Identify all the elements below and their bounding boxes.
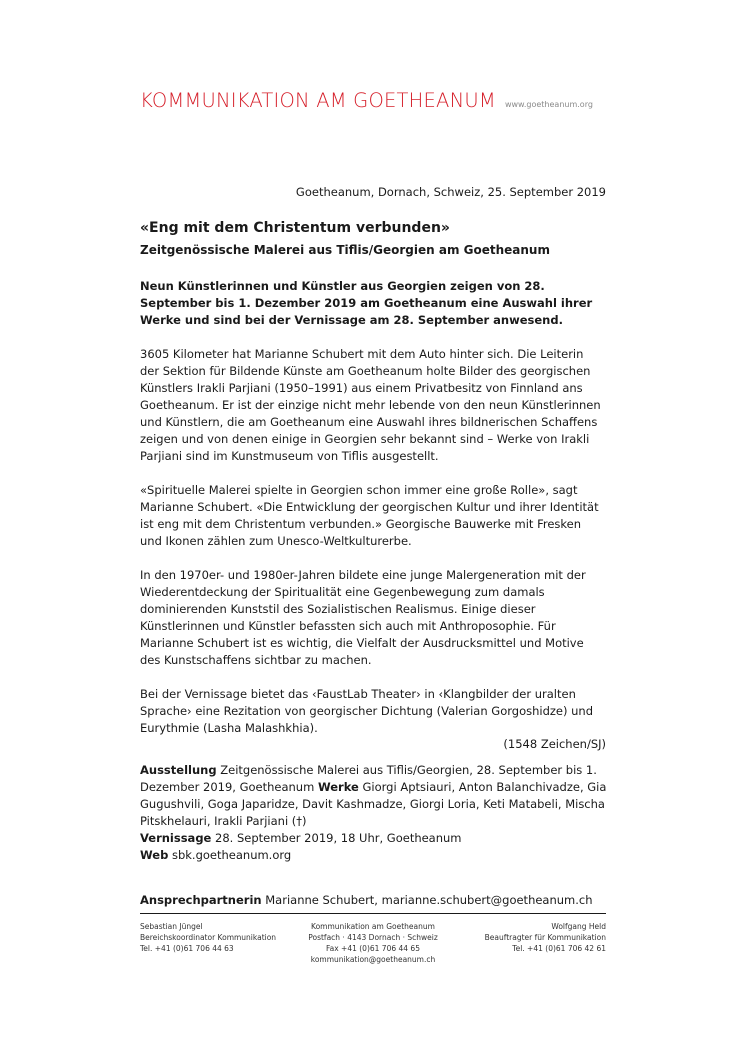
footer-divider xyxy=(140,913,606,914)
lead-paragraph: Neun Künstlerinnen und Künstler aus Georgien zeigen von 28. September bis 1. Dezember 2019 am Goetheanum eine Auswahl ihrer Werke und sind bei der Vernissage am 28. September anwesend. xyxy=(140,279,593,327)
footer-middle xyxy=(283,921,463,965)
headline: «Eng mit dem Christentum verbunden» xyxy=(140,220,450,236)
subheadline: Zeitgenössische Malerei aus Tiflis/Georgien am Goetheanum xyxy=(140,243,550,257)
body-paragraph-1: 3605 Kilometer hat Marianne Schubert mit dem Auto hinter sich. Die Leiterin der Sektion für Bildende Künste am Goetheanum holte Bilder des georgischen Künstlers Irakli Parjiani (1950–1991) aus einem Privatbesitz von Finnland ans Goetheanum. Er ist der einzige nicht mehr lebende von den neun Künstlerinnen und Künstlern, die am Goetheanum eine Auswahl ihres bildnerischen Schaffens zeigen und von denen einige in Georgien sehr bekannt sind – Werke von Irakli Parjiani sind im Kunstmuseum von Tiflis ausgestellt. xyxy=(140,347,601,463)
footer-mid-address: Postfach · 4143 Dornach · Schweiz xyxy=(308,933,438,942)
exhibition-label: Ausstellung xyxy=(140,763,217,777)
body-paragraph-3: In den 1970er- und 1980er-Jahren bildete eine junge Malergeneration mit der Wiederentdeckung der Spiritualität eine Gegenbewegung zum damals dominierenden Kunststil des Sozialistischen Realismus. Einige dieser Künstlerinnen und Künstler befassten sich auch mit Anthroposophie. Für Marianne Schubert ist es wichtig, die Vielfalt der Ausdrucksmittel und Motive des Kunstschaffens sichtbar zu machen. xyxy=(140,568,586,667)
brand-name: KOMMUNIKATION AM GOETHEANUM xyxy=(140,89,496,112)
footer-mid-fax: Fax +41 (0)61 706 44 65 xyxy=(326,944,420,953)
contact-label: Ansprechpartnerin xyxy=(140,893,262,907)
footer-right-role: Beauftragter für Kommunikation xyxy=(484,933,606,942)
web-label: Web xyxy=(140,848,169,862)
footer-left-role: Bereichskoordinator Kommunikation xyxy=(140,933,277,942)
works-label: Werke xyxy=(317,780,359,794)
web-link[interactable]: sbk.goetheanum.org xyxy=(171,848,292,862)
footer-mid-email[interactable]: kommunikation@goetheanum.ch xyxy=(310,955,436,964)
website-link[interactable]: www.goetheanum.org xyxy=(504,100,593,109)
vernissage-text: 28. September 2019, 18 Uhr, Goetheanum xyxy=(215,831,462,845)
exhibition-text: Zeitgenössische Malerei aus Tiflis/Georgien, 28. September bis 1. Dezember 2019, Goetheanum xyxy=(140,763,597,794)
letterhead xyxy=(140,89,593,112)
footer-right xyxy=(485,921,606,954)
contact-person xyxy=(140,893,593,907)
vernissage-label: Vernissage xyxy=(140,831,212,845)
footer-left-phone: Tel. +41 (0)61 706 44 63 xyxy=(140,944,234,953)
footer-right-phone: Tel. +41 (0)61 706 42 61 xyxy=(512,944,606,953)
footer-left-name: Sebastian Jüngel xyxy=(140,922,203,931)
vernissage-line xyxy=(140,830,610,847)
body-paragraph-4: Bei der Vernissage bietet das ‹FaustLab Theater› in ‹Klangbilder der uralten Sprache› eine Rezitation von georgischer Dichtung (Valerian Gorgoshidze) und Eurythmie (Lasha Malashkhia). xyxy=(140,687,594,735)
works-text: Giorgi Aptsiauri, Anton Balanchivadze, Gia Gugushvili, Goga Japaridze, Davit Kashmadze, Giorgi Loria, Keti Matabeli, Mischa Pitskhelauri, Irakli Parjiani (†) xyxy=(140,780,607,828)
dateline: Goetheanum, Dornach, Schweiz, 25. September 2019 xyxy=(295,185,606,199)
footer-mid-org: Kommunikation am Goetheanum xyxy=(311,922,435,931)
footer-left xyxy=(140,921,276,954)
footer-right-name: Wolfgang Held xyxy=(551,922,606,931)
character-count: (1548 Zeichen/SJ) xyxy=(503,737,606,751)
body-paragraph-2: «Spirituelle Malerei spielte in Georgien schon immer eine große Rolle», sagt Marianne Schubert. «Die Entwicklung der georgischen Kultur und ihrer Identität ist eng mit dem Christentum verbunden.» Georgische Bauwerke mit Fresken und Ikonen zählen zum Unesco-Weltkulturerbe. xyxy=(140,483,599,548)
web-line xyxy=(140,847,610,864)
contact-text[interactable]: Marianne Schubert, marianne.schubert@goetheanum.ch xyxy=(265,893,593,907)
exhibition-line xyxy=(140,762,610,830)
exhibition-info xyxy=(140,762,610,864)
